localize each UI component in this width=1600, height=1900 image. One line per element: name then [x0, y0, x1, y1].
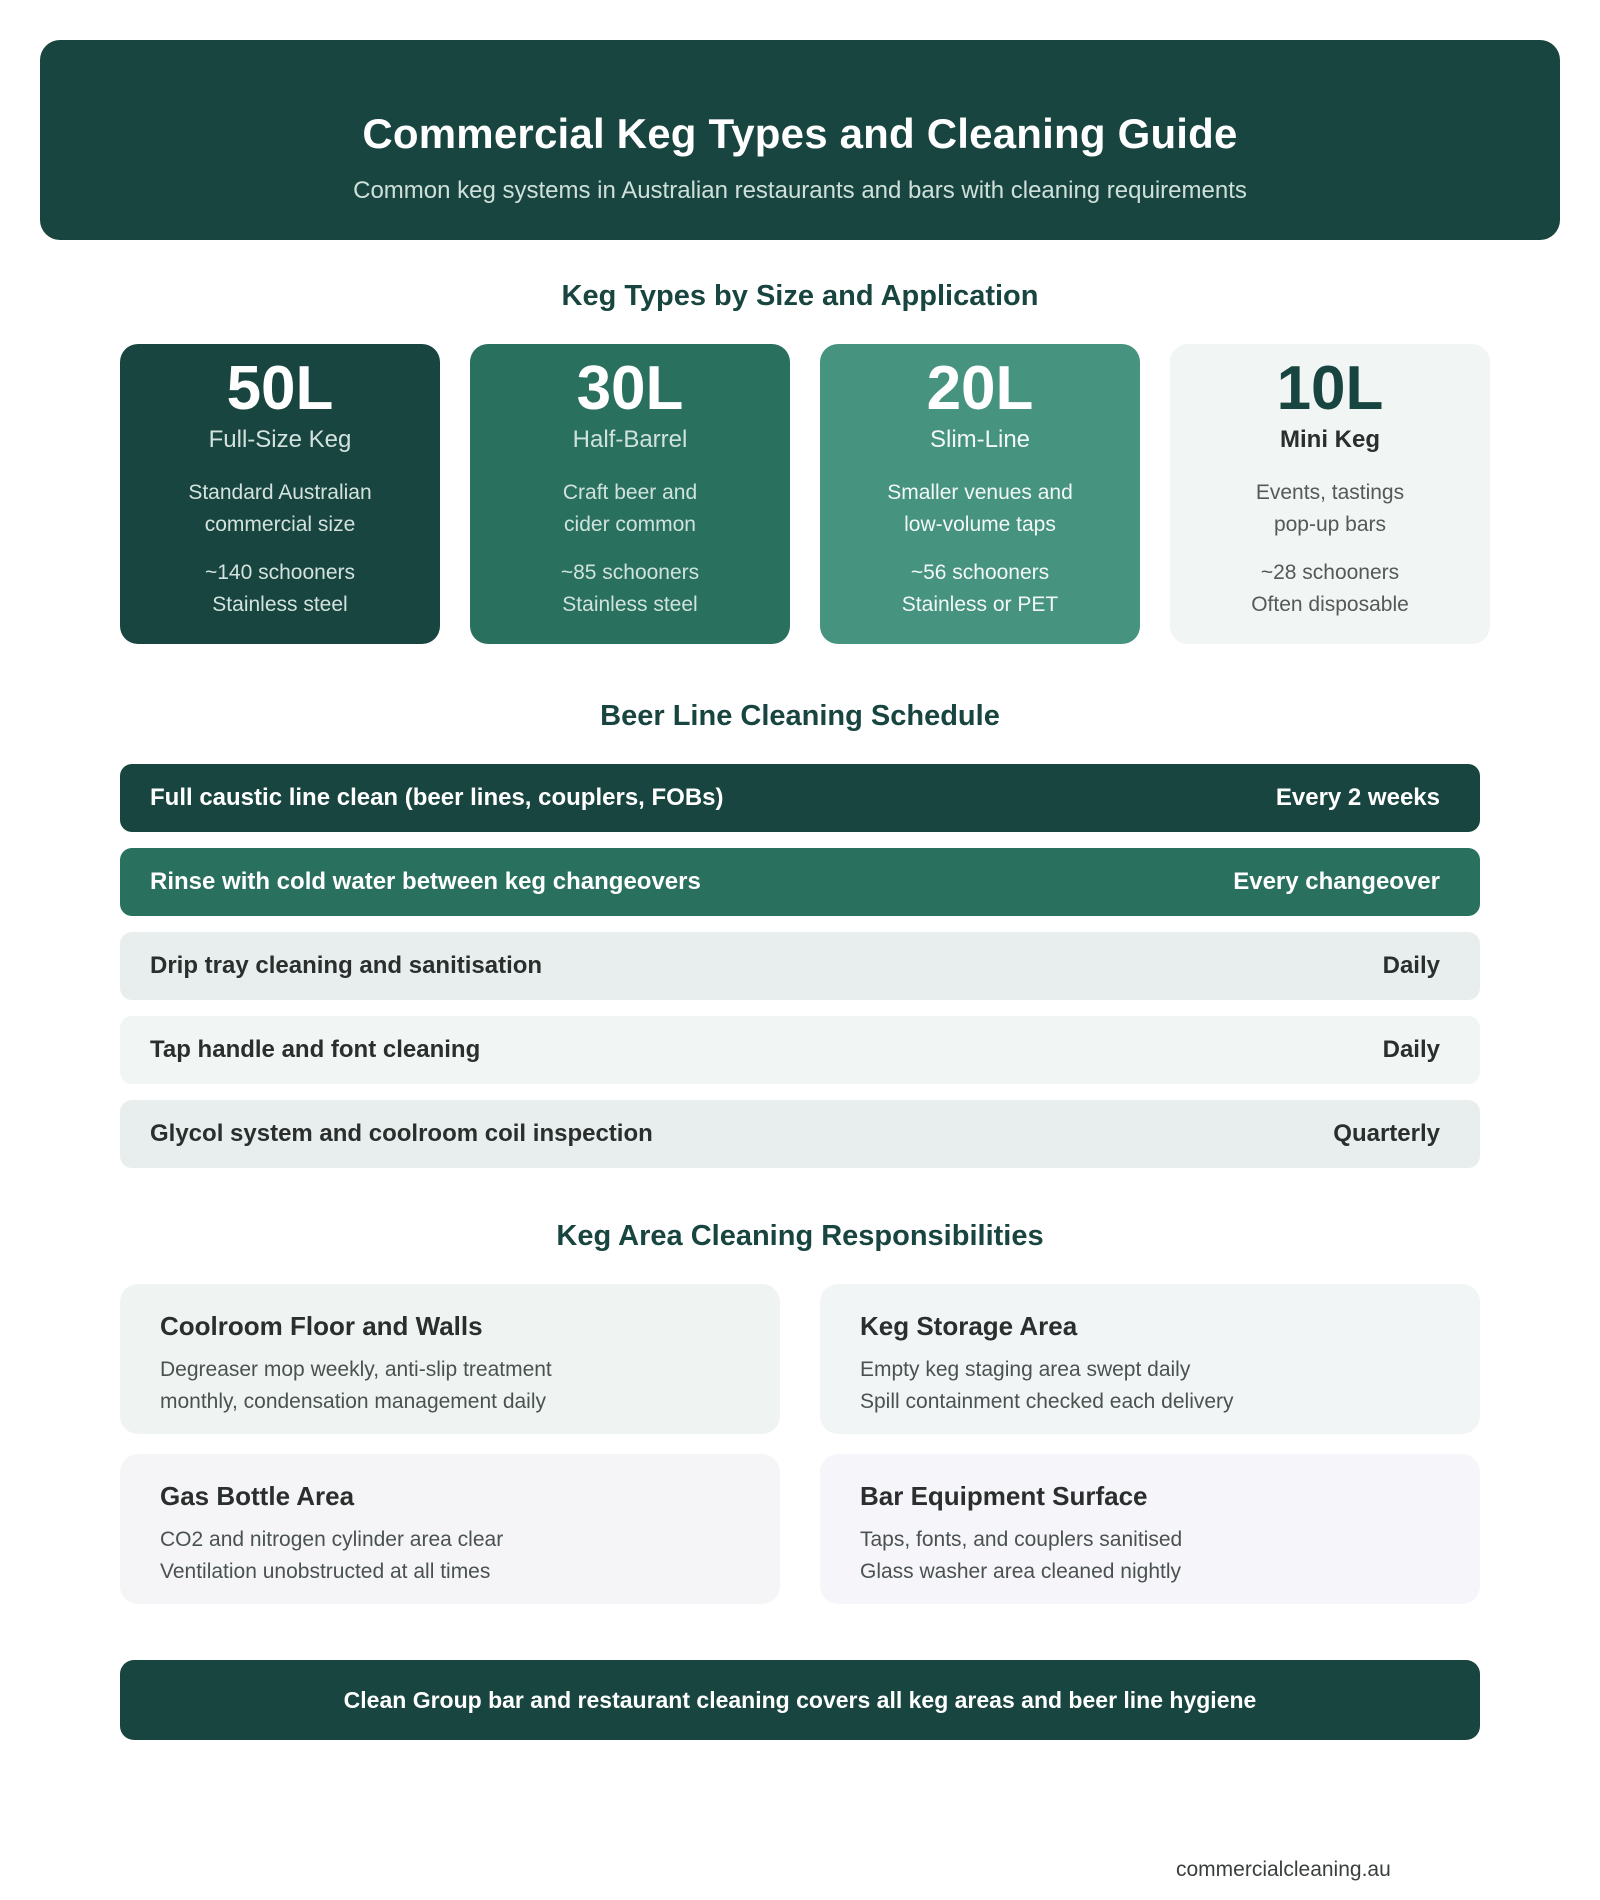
responsibility-title: Gas Bottle Area — [160, 1481, 355, 1511]
schedule-frequency: Quarterly — [1333, 1120, 1440, 1147]
keg-description-line: Smaller venues and — [887, 481, 1073, 504]
schedule-frequency: Daily — [1382, 1036, 1440, 1063]
keg-types-heading: Keg Types by Size and Application — [561, 280, 1039, 312]
keg-size: 30L — [576, 354, 684, 423]
website-link[interactable]: commercialcleaning.au — [1176, 1858, 1391, 1881]
keg-meta — [490, 557, 770, 621]
responsibility-card — [120, 1454, 780, 1604]
schedule-frequency: Every 2 weeks — [1275, 784, 1440, 811]
keg-capacity: ~56 schooners — [910, 561, 1050, 584]
keg-name: Mini Keg — [1280, 426, 1380, 453]
keg-material: Often disposable — [1251, 593, 1409, 616]
responsibility-title: Bar Equipment Surface — [860, 1481, 1148, 1511]
schedule-row — [120, 1100, 1480, 1168]
keg-description — [1190, 477, 1470, 541]
keg-material: Stainless steel — [562, 593, 698, 616]
keg-size: 10L — [1276, 354, 1384, 423]
page-title: Commercial Keg Types and Cleaning Guide — [362, 110, 1238, 157]
schedule-frequency: Every changeover — [1233, 868, 1440, 895]
keg-description-line: Craft beer and — [562, 481, 698, 504]
keg-description-line: Standard Australian — [188, 481, 372, 504]
responsibility-card — [820, 1284, 1480, 1434]
keg-size: 50L — [226, 354, 334, 423]
schedule-task: Full caustic line clean (beer lines, couplers, FOBs) — [150, 784, 724, 811]
schedule-row — [120, 764, 1480, 832]
keg-description-line: low-volume taps — [904, 513, 1056, 536]
keg-capacity: ~85 schooners — [560, 561, 700, 584]
keg-name: Full-Size Keg — [208, 426, 352, 453]
cleaning-schedule-heading: Beer Line Cleaning Schedule — [600, 700, 1000, 732]
keg-name: Slim-Line — [929, 426, 1031, 453]
responsibility-line: Taps, fonts, and couplers sanitised — [860, 1528, 1183, 1551]
responsibility-title: Coolroom Floor and Walls — [160, 1311, 483, 1341]
keg-description — [140, 477, 420, 541]
schedule-task: Glycol system and coolroom coil inspection — [150, 1120, 653, 1147]
keg-description-line: pop-up bars — [1273, 513, 1387, 536]
keg-card-10l — [1170, 344, 1490, 644]
footer-banner: Clean Group bar and restaurant cleaning covers all keg areas and beer line hygiene — [120, 1660, 1480, 1740]
responsibility-line: Ventilation unobstructed at all times — [160, 1560, 491, 1583]
keg-card-50l — [120, 344, 440, 644]
schedule-row — [120, 848, 1480, 916]
keg-description-line: commercial size — [204, 513, 356, 536]
responsibilities-heading: Keg Area Cleaning Responsibilities — [556, 1220, 1044, 1252]
keg-meta — [840, 557, 1120, 621]
responsibility-line: monthly, condensation management daily — [160, 1390, 547, 1413]
responsibility-card — [820, 1454, 1480, 1604]
keg-capacity: ~28 schooners — [1260, 561, 1400, 584]
keg-material: Stainless steel — [212, 593, 348, 616]
keg-size: 20L — [926, 354, 1034, 423]
schedule-frequency: Daily — [1382, 952, 1440, 979]
responsibility-line: Degreaser mop weekly, anti-slip treatment — [160, 1358, 552, 1381]
keg-card-30l — [470, 344, 790, 644]
keg-description — [840, 477, 1120, 541]
keg-name: Half-Barrel — [572, 426, 688, 453]
responsibility-card — [120, 1284, 780, 1434]
header-banner — [40, 40, 1560, 240]
keg-description — [490, 477, 770, 541]
schedule-row — [120, 932, 1480, 1000]
keg-material: Stainless or PET — [901, 593, 1059, 616]
keg-card-20l — [820, 344, 1140, 644]
responsibility-line: Spill containment checked each delivery — [860, 1390, 1234, 1413]
responsibility-line: CO2 and nitrogen cylinder area clear — [160, 1528, 504, 1551]
keg-types-grid — [120, 344, 1480, 644]
responsibility-line: Empty keg staging area swept daily — [860, 1358, 1191, 1381]
keg-description-line: Events, tastings — [1255, 481, 1405, 504]
responsibility-line: Glass washer area cleaned nightly — [860, 1560, 1182, 1583]
keg-meta — [1190, 557, 1470, 621]
page-subtitle: Common keg systems in Australian restaurants and bars with cleaning requirements — [353, 177, 1247, 204]
keg-capacity: ~140 schooners — [204, 561, 356, 584]
keg-description-line: cider common — [564, 513, 696, 536]
schedule-task: Drip tray cleaning and sanitisation — [150, 952, 543, 979]
keg-meta — [140, 557, 420, 621]
responsibility-title: Keg Storage Area — [860, 1311, 1078, 1341]
schedule-task: Tap handle and font cleaning — [150, 1036, 481, 1063]
schedule-row — [120, 1016, 1480, 1084]
schedule-task: Rinse with cold water between keg changeovers — [150, 868, 701, 895]
